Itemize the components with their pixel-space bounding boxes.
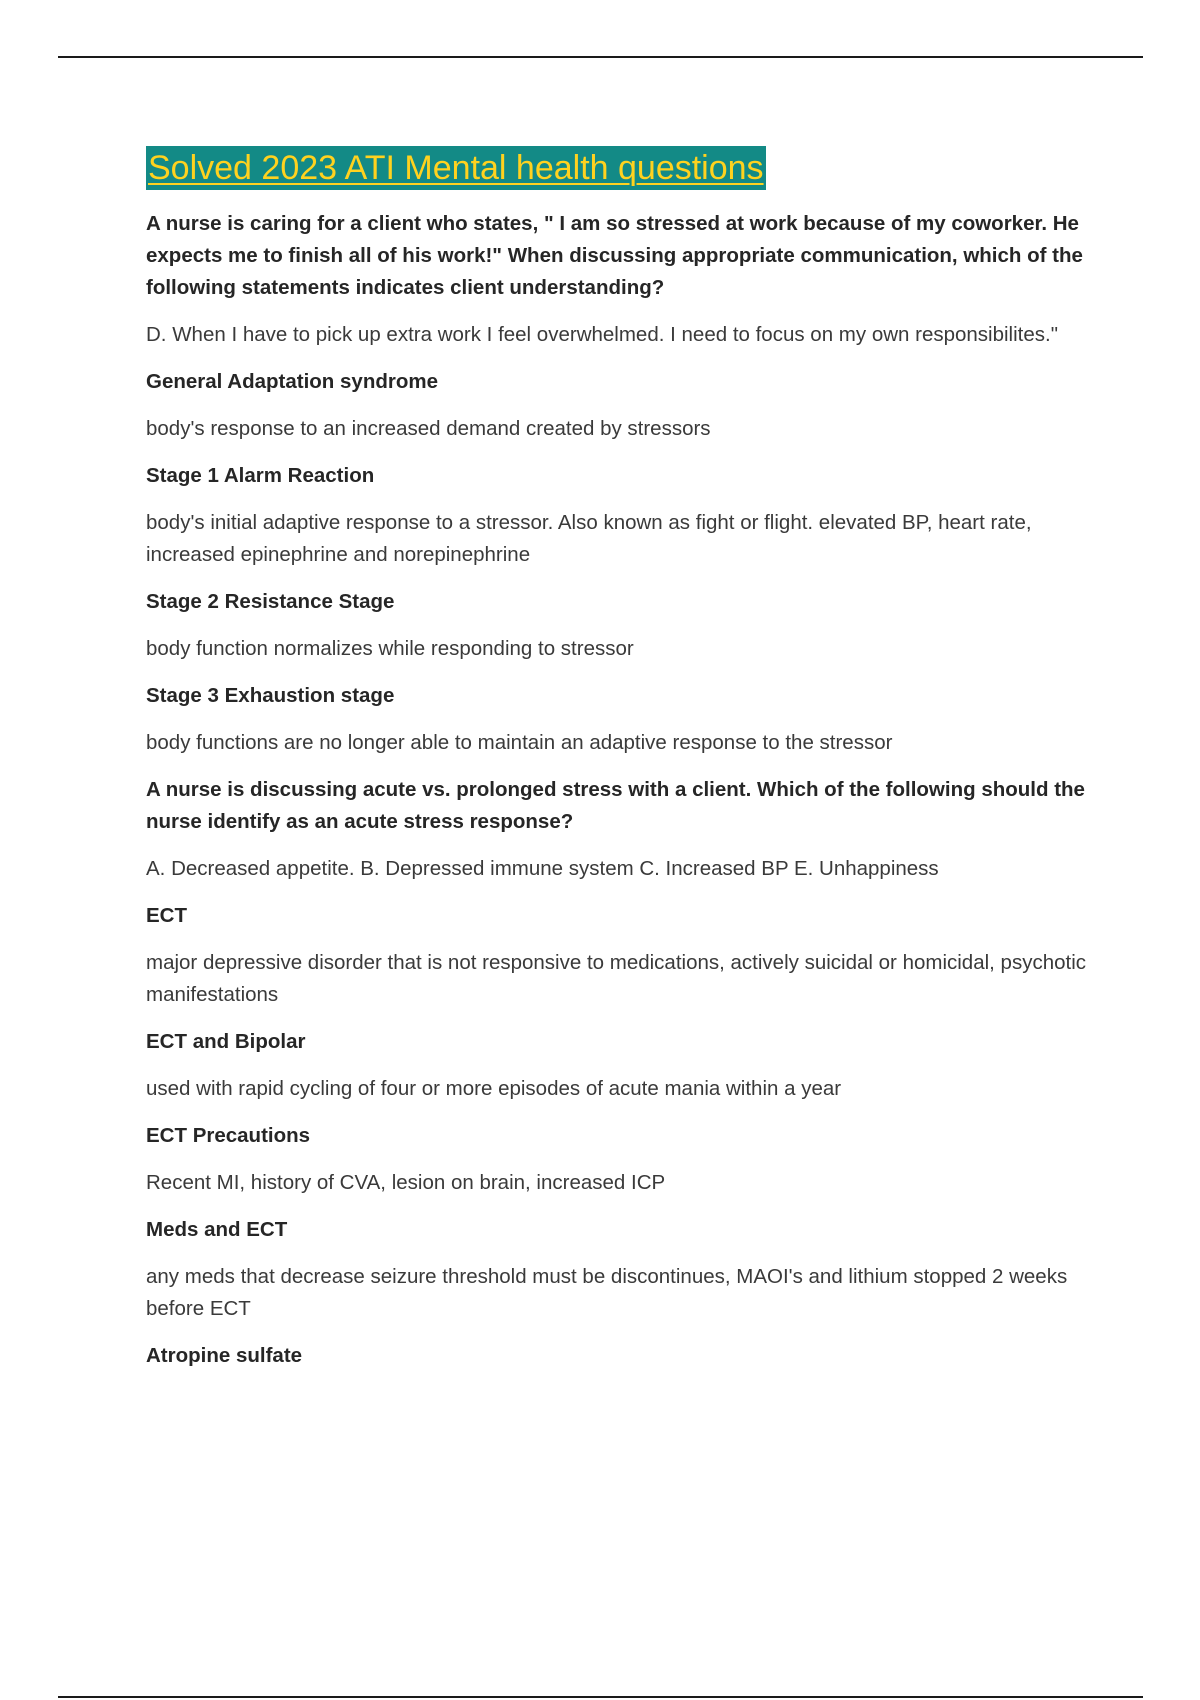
- term-stage-2: Stage 2 Resistance Stage: [146, 590, 395, 613]
- definition-ect: major depressive disorder that is not responsive to medications, actively suicidal or homicidal, psychotic manifestations: [146, 951, 1087, 1006]
- term-ect-bipolar: ECT and Bipolar: [146, 1030, 306, 1053]
- answer-1: D. When I have to pick up extra work I feel overwhelmed. I need to focus on my own responsibilites.": [146, 323, 1058, 346]
- term-ect: ECT: [146, 904, 187, 927]
- header-rule: [58, 56, 1143, 58]
- definition-meds-ect: any meds that decrease seizure threshold must be discontinues, MAOI's and lithium stopped 2 weeks before ECT: [146, 1265, 1068, 1320]
- term-stage-3: Stage 3 Exhaustion stage: [146, 684, 395, 707]
- definition-stage-2: body function normalizes while responding to stressor: [146, 637, 634, 660]
- definition-ect-bipolar: used with rapid cycling of four or more episodes of acute mania within a year: [146, 1077, 842, 1100]
- answer-2: A. Decreased appetite. B. Depressed immune system C. Increased BP E. Unhappiness: [146, 857, 939, 880]
- document-body: [146, 146, 1096, 1387]
- question-1: A nurse is caring for a client who states, " I am so stressed at work because of my coworker. He expects me to finish all of his work!" When discussing appropriate communication, which of the following statements indicates client understanding?: [146, 212, 1083, 299]
- footer-rule: [58, 1696, 1143, 1698]
- term-stage-1: Stage 1 Alarm Reaction: [146, 464, 375, 487]
- question-2: A nurse is discussing acute vs. prolonged stress with a client. Which of the following should the nurse identify as an acute stress response?: [146, 778, 1085, 833]
- definition-general-adaptation-syndrome: body's response to an increased demand created by stressors: [146, 417, 711, 440]
- definition-ect-precautions: Recent MI, history of CVA, lesion on brain, increased ICP: [146, 1171, 666, 1194]
- term-meds-ect: Meds and ECT: [146, 1218, 288, 1241]
- term-general-adaptation-syndrome: General Adaptation syndrome: [146, 370, 438, 393]
- definition-stage-1: body's initial adaptive response to a stressor. Also known as fight or flight. elevated BP, heart rate, increased epinephrine and norepinephrine: [146, 511, 1032, 566]
- term-ect-precautions: ECT Precautions: [146, 1124, 311, 1147]
- definition-stage-3: body functions are no longer able to maintain an adaptive response to the stressor: [146, 731, 893, 754]
- term-atropine-sulfate: Atropine sulfate: [146, 1344, 303, 1367]
- document-title: Solved 2023 ATI Mental health questions: [146, 146, 766, 190]
